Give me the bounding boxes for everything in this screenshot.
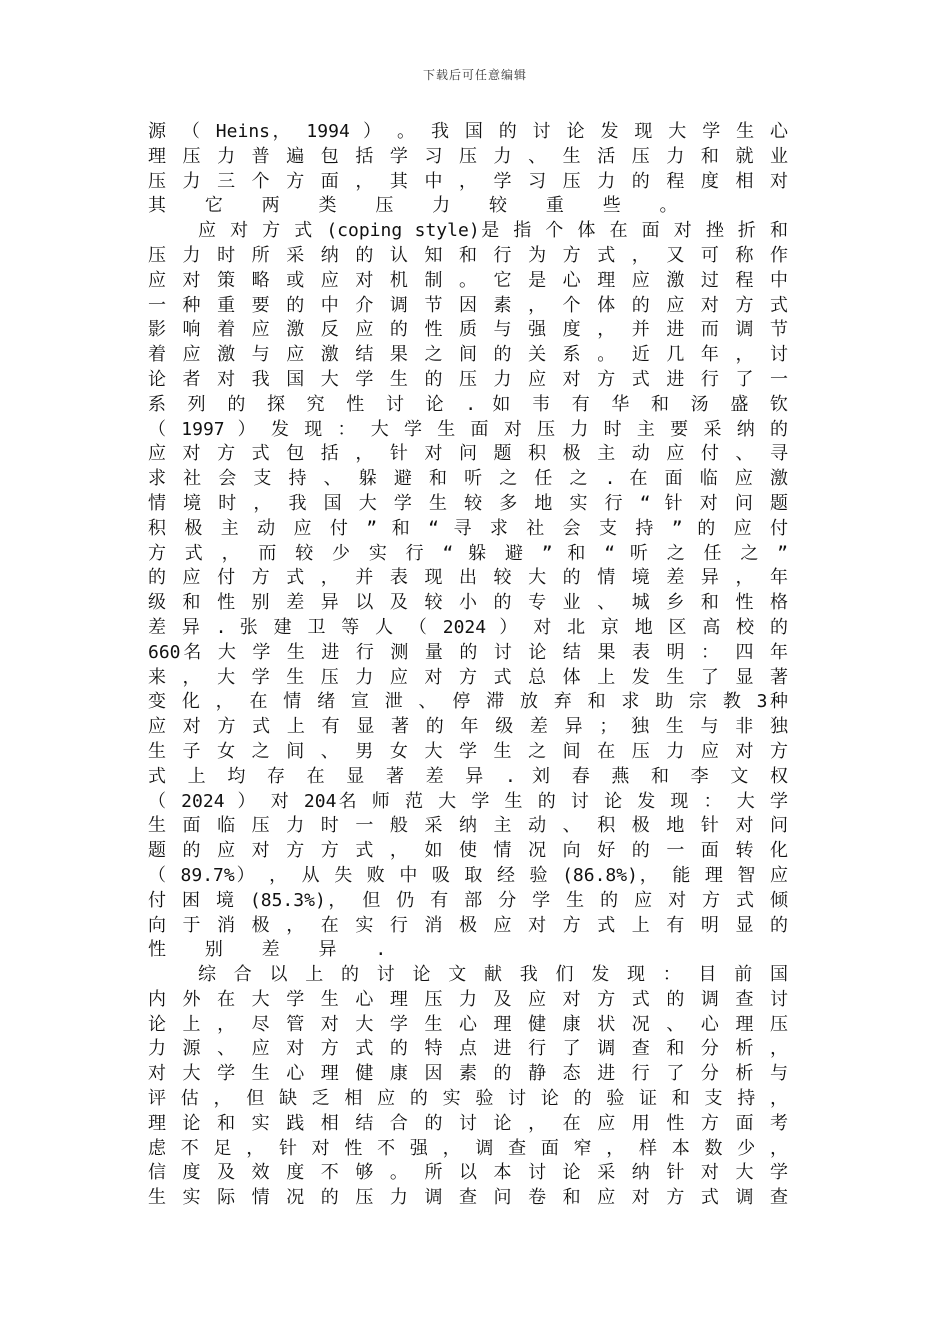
text-line: 评 估 ， 但 缺 乏 相 应 的 实 验 讨 论 的 验 证 和 支 持 ， [148,1088,788,1110]
text-line: 对 大 学 生 心 理 健 康 因 素 的 静 态 进 行 了 分 析 与 [148,1063,788,1085]
text-line: 应 对 方 式 (coping style)是 指 个 体 在 面 对 挫 折 和 [198,220,788,242]
text-line: 理 论 和 实 践 相 结 合 的 讨 论 ， 在 应 用 性 方 面 考 [148,1112,788,1134]
text-line: 应 对 方 式 包 括 ， 针 对 问 题 积 极 主 动 应 付 、 寻 [148,443,788,465]
text-line: 影 响 着 应 激 反 应 的 性 质 与 强 度 ， 并 进 而 调 节 [148,319,788,341]
text-line: （ 89.7%） ， 从 失 败 中 吸 取 经 验 (86.8%)， 能 理 智 应 [148,864,788,886]
text-line: 内 外 在 大 学 生 心 理 压 力 及 应 对 方 式 的 调 查 讨 [148,988,788,1010]
text-line: 其 它 两 类 压 力 较 重 些 。 [148,195,692,217]
text-line: 论 者 对 我 国 大 学 生 的 压 力 应 对 方 式 进 行 了 一 [148,368,788,390]
text-line: 来 ， 大 学 生 压 力 应 对 方 式 总 体 上 发 生 了 显 著 [148,666,788,688]
text-line: 源 （ Heins， 1994 ） 。 我 国 的 讨 论 发 现 大 学 生 心 [148,121,788,142]
text-line: 压 力 三 个 方 面 ， 其 中 ， 学 习 压 力 的 程 度 相 对 [148,170,788,192]
page-header-note: 下载后可任意编辑 [422,68,527,82]
text-line: （ 1997 ） 发 现 ： 大 学 生 面 对 压 力 时 主 要 采 纳 的 [148,418,788,440]
text-line: 生 子 女 之 间 、 男 女 大 学 生 之 间 在 压 力 应 对 方 [148,740,788,762]
text-line: 性 别 差 异 . [148,939,401,961]
text-line: 情 境 时 ， 我 国 大 学 生 较 多 地 实 行 “ 针 对 问 题 [148,492,788,514]
text-line: 论 上 ， 尽 管 对 大 学 生 心 理 健 康 状 况 、 心 理 压 [148,1013,788,1035]
text-line: 付 困 境 (85.3%)， 但 仍 有 部 分 学 生 的 应 对 方 式 倾 [148,889,788,911]
text-line: 压 力 时 所 采 纳 的 认 知 和 行 为 方 式 ， 又 可 称 作 [148,244,788,266]
text-line: 方 式 ， 而 较 少 实 行 “ 躲 避 ” 和 “ 听 之 任 之 ” [148,542,788,564]
text-line: 的 应 付 方 式 ， 并 表 现 出 较 大 的 情 境 差 异 ， 年 [148,567,788,589]
text-line: 应 对 策 略 或 应 对 机 制 。 它 是 心 理 应 激 过 程 中 [148,269,788,291]
text-line: 信 度 及 效 度 不 够 。 所 以 本 讨 论 采 纳 针 对 大 学 [148,1162,788,1184]
text-line: 变 化 ， 在 情 绪 宣 泄 、 停 滞 放 弃 和 求 助 宗 教 3种 [148,691,788,713]
text-line: 生 面 临 压 力 时 一 般 采 纳 主 动 、 积 极 地 针 对 问 [148,815,788,837]
text-line: 660名 大 学 生 进 行 测 量 的 讨 论 结 果 表 明 ： 四 年 [148,641,788,663]
text-line: 题 的 应 对 方 方 式 ， 如 使 情 况 向 好 的 一 面 转 化 [148,840,788,862]
text-line: （ 2024 ） 对 204名 师 范 大 学 生 的 讨 论 发 现 ： 大 学 [148,790,788,812]
text-line: 式 上 均 存 在 显 著 差 异 . 刘 春 燕 和 李 文 权 [148,765,788,787]
text-line: 综 合 以 上 的 讨 论 文 献 我 们 发 现 ： 目 前 国 [198,964,788,986]
text-line: 虑 不 足 ， 针 对 性 不 强 ， 调 查 面 窄 ， 样 本 数 少 ， [148,1137,788,1159]
text-line: 生 实 际 情 况 的 压 力 调 查 问 卷 和 应 对 方 式 调 查 [148,1187,788,1209]
text-line: 求 社 会 支 持 、 躲 避 和 听 之 任 之 . 在 面 临 应 激 [148,468,788,490]
text-line: 积 极 主 动 应 付 ” 和 “ 寻 求 社 会 支 持 ” 的 应 付 [148,517,788,539]
text-line: 一 种 重 要 的 中 介 调 节 因 素 ， 个 体 的 应 对 方 式 [148,294,788,316]
text-line: 级 和 性 别 差 异 以 及 较 小 的 专 业 、 城 乡 和 性 格 [148,592,788,614]
text-line: 着 应 激 与 应 激 结 果 之 间 的 关 系 。 近 几 年 ， 讨 [148,344,788,366]
text-line: 差 异 . 张 建 卫 等 人 （ 2024 ） 对 北 京 地 区 高 校 的 [148,616,788,638]
document-body [148,120,788,1211]
text-line: 应 对 方 式 上 有 显 著 的 年 级 差 异 ； 独 生 与 非 独 [148,716,788,738]
text-line: 系 列 的 探 究 性 讨 论 . 如 韦 有 华 和 汤 盛 钦 [148,393,788,415]
text-line: 理 压 力 普 遍 包 括 学 习 压 力 、 生 活 压 力 和 就 业 [148,145,788,167]
text-line: 向 于 消 极 ， 在 实 行 消 极 应 对 方 式 上 有 明 显 的 [148,914,788,936]
text-line: 力 源 、 应 对 方 式 的 特 点 进 行 了 调 查 和 分 析 ， [148,1038,788,1060]
